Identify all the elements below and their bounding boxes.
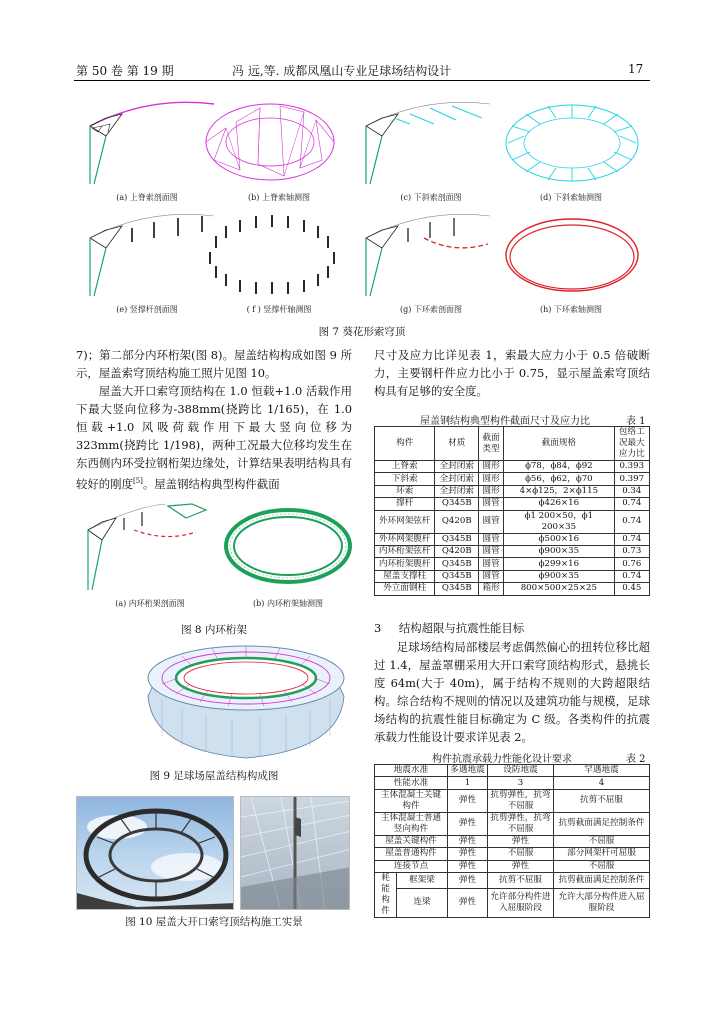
table-cell: ϕ299×16 [504, 558, 614, 570]
left-paragraph-1: 7)；第二部分内环桁架(图 8)。屋盖结构构成如图 9 所示，屋盖索穹顶结构施工照片见图 10。 [76, 348, 352, 380]
table-row [375, 545, 650, 557]
table-cell: Q345B [435, 498, 479, 510]
fig7g-label: (g) 下环索剖面图 [400, 305, 462, 314]
table2-level-cell: 3 [488, 777, 554, 789]
table-row [375, 533, 650, 545]
table-cell: 撑杆 [375, 498, 435, 510]
table2-header-cell: 多遇地震 [448, 765, 488, 777]
section3-title: 结构超限与抗震性能目标 [398, 621, 525, 635]
table-cell: 圆管 [479, 545, 504, 557]
fig7d-label: (d) 下斜索轴测图 [540, 193, 602, 202]
fig7f-label: ( f ) 竖撑杆轴测图 [246, 305, 312, 314]
table2-header-cell: 地震水准 [375, 765, 448, 777]
fig8a-drawing [86, 502, 214, 592]
table1-header-cell: 截面类型 [479, 427, 504, 461]
page-number: 17 [628, 62, 644, 76]
table-cell: 圆形 [479, 461, 504, 473]
fig7a-drawing [88, 96, 218, 188]
table2-title: 构件抗震承载力性能化设计要求 [432, 754, 572, 765]
table-cell: Q345B [435, 583, 479, 595]
table1-header-cell: 包络工况最大应力比 [614, 427, 649, 461]
table-row [375, 510, 650, 533]
fig8-caption: 图 8 内环桁架 [181, 624, 247, 636]
fig7d-drawing [500, 100, 644, 186]
table-cell: 弹性 [448, 888, 488, 917]
table2-header-cell: 设防地震 [488, 765, 554, 777]
fig7e-drawing [88, 208, 218, 300]
table-cell: 0.76 [614, 558, 649, 570]
table2-header-cell: 罕遇地震 [554, 765, 650, 777]
table-cell: 屋盖普通构件 [375, 848, 448, 860]
table-cell: 不屈服 [488, 848, 554, 860]
citation-ref: [5] [132, 477, 143, 485]
fig8b-label: (b) 内环桁架轴测图 [253, 599, 323, 608]
table-cell: ϕ78，ϕ84，ϕ92 [504, 461, 614, 473]
table2-level-cell: 1 [448, 777, 488, 789]
table-cell: 箱形 [479, 583, 504, 595]
table-cell: ϕ900×35 [504, 545, 614, 557]
fig7a-label: (a) 上脊索剖面图 [116, 193, 178, 202]
table-cell: 部分网架杆可屈服 [554, 848, 650, 860]
fig7e-label: (e) 竖撑杆剖面图 [116, 305, 178, 314]
table2-body [375, 789, 650, 917]
fig7c-drawing [364, 96, 494, 188]
fig9-drawing [142, 640, 350, 760]
table-cell: 0.34 [614, 485, 649, 497]
table-cell: 弹性 [448, 835, 488, 847]
table1-header-row [375, 427, 650, 461]
table-row [375, 860, 650, 872]
table-row [375, 583, 650, 595]
fig10-caption: 图 10 屋盖大开口索穹顶结构施工实景 [125, 916, 303, 928]
table-cell: 外环网架腹杆 [375, 533, 435, 545]
table-cell: 弹性 [448, 848, 488, 860]
table-cell: 0.73 [614, 545, 649, 557]
fig7b-label: (b) 上脊索轴测图 [248, 193, 310, 202]
left-paragraph-2-end: 。屋盖钢结构典型构件截面 [142, 476, 280, 491]
table-row [375, 558, 650, 570]
table-row [375, 835, 650, 847]
table-cell: 全封闭索 [435, 473, 479, 485]
fig7-caption: 图 7 葵花形索穹顶 [318, 326, 406, 338]
table-cell: 4×ϕ125，2×ϕ115 [504, 485, 614, 497]
table-cell: 主体混凝土关键构件 [375, 789, 448, 812]
table-row [375, 812, 650, 835]
table-cell: 弹性 [448, 860, 488, 872]
table-cell: 弹性 [448, 812, 488, 835]
table1-header-cell: 截面规格 [504, 427, 614, 461]
table2-level-row [375, 777, 650, 789]
table-cell: 屋盖支撑柱 [375, 570, 435, 582]
table-cell: 内环桁架弦杆 [375, 545, 435, 557]
table-cell: 外环网架弦杆 [375, 510, 435, 533]
fig10-photo-right [240, 796, 350, 910]
table-cell: 抗剪不屈服 [554, 789, 650, 812]
table-cell: 抗剪弹性，抗弯不屈服 [488, 812, 554, 835]
table-cell: Q420B [435, 545, 479, 557]
table-cell: 0.74 [614, 498, 649, 510]
table-cell: 环索 [375, 485, 435, 497]
fig7b-drawing [200, 98, 340, 186]
table-cell: ϕ500×16 [504, 533, 614, 545]
table1-header-cell: 构件 [375, 427, 435, 461]
table2 [374, 764, 650, 918]
table-cell: 0.74 [614, 570, 649, 582]
table-cell: 圆形 [479, 485, 504, 497]
table1-title: 屋盖钢结构典型构件截面尺寸及应力比 [420, 416, 590, 427]
table-cell: 连梁 [397, 888, 448, 917]
table-cell: Q345B [435, 558, 479, 570]
table-cell: 上脊索 [375, 461, 435, 473]
fig7h-drawing [500, 214, 644, 296]
table-cell: 抗剪弹性，抗弯不屈服 [488, 789, 554, 812]
left-paragraph-2-text: 屋盖大开口索穹顶结构在 1.0 恒载+1.0 活载作用下最大竖向位移为-388mm(挠跨比 1/165)，在 1.0 恒载+1.0 风吸荷载作用下最大竖向位移为 323mm(挠跨比 1/198)，两种工况最大位移均发生在东西侧内环受拉钢桁架边缘处，计算结果表明结构具有较好的刚度 [76, 384, 352, 491]
table1-header-cell: 材质 [435, 427, 479, 461]
table-cell: 内环桁架腹杆 [375, 558, 435, 570]
table1 [374, 426, 650, 596]
section3-paragraph: 足球场结构局部楼层考虑偶然偏心的扭转位移比超过 1.4，屋盖罩棚采用大开口索穹顶结构形式，悬挑长度 64m(大于 40m)，属于结构不规则的大跨超限结构。综合结构不规则的情况以及建筑功能与规模，足球场结构的抗震性能目标确定为 C 级。各类构件的抗震承载力性能设计要求详见表 2。 [374, 640, 650, 744]
right-paragraph-1: 尺寸及应力比详见表 1，索最大应力小于 0.5 倍破断力，主要钢杆件应力比小于 0.75，显示屋盖索穹顶结构具有足够的安全度。 [374, 348, 650, 398]
fig8b-drawing [222, 504, 354, 588]
fig10-photo-left [76, 796, 234, 910]
table-cell: 弹性 [488, 860, 554, 872]
journal-issue: 第 50 卷 第 19 期 [76, 64, 174, 78]
section3-heading [374, 620, 524, 636]
table-row [375, 485, 650, 497]
table-cell: 0.393 [614, 461, 649, 473]
table-cell: 0.45 [614, 583, 649, 595]
table-cell: 0.74 [614, 510, 649, 533]
table-cell: 圆管 [479, 570, 504, 582]
table-cell: 外立面钢柱 [375, 583, 435, 595]
table-cell: 主体混凝土普通竖向构件 [375, 812, 448, 835]
section3-body [374, 638, 650, 746]
table-cell: 圆管 [479, 533, 504, 545]
table-cell: 不屈服 [554, 860, 650, 872]
table-cell: Q345B [435, 570, 479, 582]
table-row [375, 872, 650, 888]
table-cell: ϕ900×35 [504, 570, 614, 582]
table-row [375, 789, 650, 812]
table-cell: 抗剪截面满足控制条件 [554, 812, 650, 835]
left-body-text [76, 346, 352, 493]
table1-body [375, 461, 650, 596]
table-row [375, 461, 650, 473]
fig7f-drawing [204, 214, 340, 296]
table-row [375, 888, 650, 917]
header-rule [74, 80, 650, 81]
table-cell: 弹性 [448, 789, 488, 812]
table-cell: ϕ1 200×50，ϕ1 200×35 [504, 510, 614, 533]
fig8a-label: (a) 内环桁架剖面图 [115, 599, 185, 608]
fig9-caption: 图 9 足球场屋盖结构构成图 [149, 770, 279, 782]
table-cell: 耗能构件 [375, 872, 397, 917]
table-cell: 弹性 [488, 835, 554, 847]
table-cell: 圆形 [479, 473, 504, 485]
table-row [375, 570, 650, 582]
table2-level-cell: 4 [554, 777, 650, 789]
table1-label: 表 1 [626, 416, 646, 427]
table-cell: 不屈服 [554, 835, 650, 847]
table-cell: Q420B [435, 510, 479, 533]
left-paragraph-2 [76, 382, 352, 493]
table-cell: 0.74 [614, 533, 649, 545]
table-cell: 圆管 [479, 558, 504, 570]
table-cell: 全封闭索 [435, 461, 479, 473]
table-row [375, 473, 650, 485]
table-cell: 允许部分构件进入屈服阶段 [488, 888, 554, 917]
table2-level-cell: 性能水准 [375, 777, 448, 789]
table-cell: 屋盖关键构件 [375, 835, 448, 847]
fig7g-drawing [364, 208, 494, 300]
right-body-text [374, 346, 650, 400]
table-cell: 800×500×25×25 [504, 583, 614, 595]
running-title: 冯 远,等. 成都凤凰山专业足球场结构设计 [232, 64, 452, 78]
table2-header-row [375, 765, 650, 777]
table-cell: 全封闭索 [435, 485, 479, 497]
fig7h-label: (h) 下环索轴测图 [540, 305, 602, 314]
table-cell: 框架梁 [397, 872, 448, 888]
table-cell: 弹性 [448, 872, 488, 888]
table-cell: 圆管 [479, 498, 504, 510]
table-cell: 圆管 [479, 510, 504, 533]
table-row [375, 848, 650, 860]
section3-number: 3 [374, 621, 382, 635]
table-cell: 抗剪不屈服 [488, 872, 554, 888]
table-cell: ϕ426×16 [504, 498, 614, 510]
table-cell: ϕ56，ϕ62，ϕ70 [504, 473, 614, 485]
fig7c-label: (c) 下斜索剖面图 [400, 193, 462, 202]
table-cell: 下斜索 [375, 473, 435, 485]
table-cell: 连接节点 [375, 860, 448, 872]
table-cell: 抗剪截面满足控制条件 [554, 872, 650, 888]
table-cell: 0.397 [614, 473, 649, 485]
table-cell: 允许大部分构件进入屈服阶段 [554, 888, 650, 917]
table-cell: Q345B [435, 533, 479, 545]
table2-label: 表 2 [626, 754, 646, 765]
table-row [375, 498, 650, 510]
